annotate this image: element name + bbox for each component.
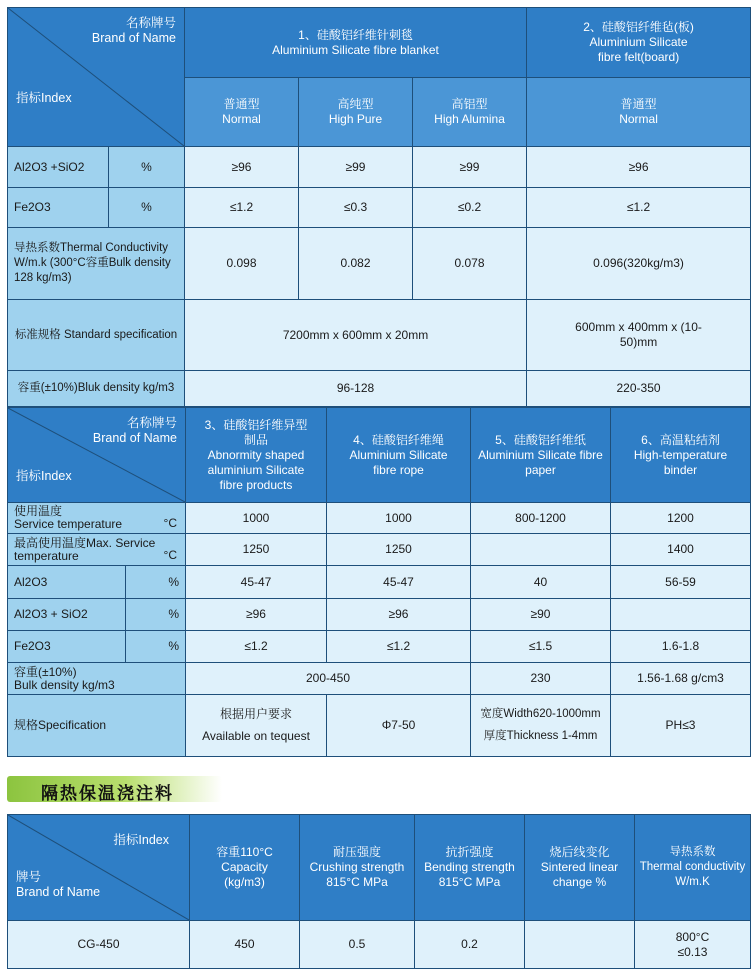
cell: 根据用户要求 Available on tequest: [186, 695, 327, 757]
castable-table: [7, 814, 751, 969]
table1-corner-brand: 名称牌号 Brand of Name: [91, 16, 176, 45]
cell: ≤1.5: [471, 631, 611, 663]
cell: 56-59: [611, 566, 751, 599]
table-row: [8, 503, 751, 534]
cell: 1400: [611, 534, 751, 566]
cell: ≤0.3: [299, 188, 413, 228]
cell: ≥96: [186, 599, 327, 631]
table2-header-col5: 5、硅酸铝纤维纸 Aluminium Silicate fibre paper: [471, 408, 611, 503]
row-unit: %: [109, 188, 185, 228]
table1-corner: [8, 8, 185, 147]
table2-header-col3: 3、硅酸铝纤维异型 制品 Abnormity shaped aluminium Silicate fibre products: [186, 408, 327, 503]
cell: 宽度Width620-1000mm 厚度Thickness 1-4mm: [471, 695, 611, 757]
cell: 0.5: [300, 921, 415, 969]
row-unit: %: [126, 566, 186, 599]
table-row: [8, 188, 751, 228]
row-unit: %: [126, 631, 186, 663]
table2-header-col4: 4、硅酸铝纤维绳 Aluminium Silicate fibre rope: [327, 408, 471, 503]
cell: 1.6-1.8: [611, 631, 751, 663]
table3-header-bending: 抗折强度 Bending strength 815°C MPa: [415, 815, 525, 921]
table3-header-capacity: 容重110°C Capacity (kg/m3): [190, 815, 300, 921]
fibre-products-table: [7, 407, 751, 757]
table1-sub-high-alumina: 高铝型 High Alumina: [413, 78, 527, 147]
cell: 600mm x 400mm x (10- 50)mm: [527, 300, 751, 371]
cell: 0.082: [299, 228, 413, 300]
cell: [525, 921, 635, 969]
cell: 0.096(320kg/m3): [527, 228, 751, 300]
table1-sub-high-pure: 高纯型 High Pure: [299, 78, 413, 147]
cell: ≤1.2: [527, 188, 751, 228]
row-label: 规格Specification: [8, 695, 186, 757]
table1-group1-header: 1、硅酸铝纤维针刺毯 Aluminium Silicate fibre blanket: [185, 8, 527, 78]
table3-header-thermal: 导热系数 Thermal conductivity W/m.K: [635, 815, 751, 921]
table3-corner-brand: 牌号 Brand of Name: [16, 870, 101, 899]
table-row: [8, 599, 751, 631]
table-row: [8, 631, 751, 663]
row-label-cell: [8, 534, 186, 566]
table2-corner-brand: 名称牌号 Brand of Name: [92, 416, 177, 445]
row-label: Al2O3 +SiO2: [8, 147, 109, 188]
row-unit: °C: [163, 516, 177, 530]
cell: ≤1.2: [186, 631, 327, 663]
table-row: [8, 534, 751, 566]
row-label: 导热系数Thermal Conductivity W/m.k (300°C容重Bulk density 128 kg/m3): [8, 228, 185, 300]
section-title: 隔热保温浇注料: [41, 784, 174, 804]
row-label: 使用温度 Service temperature: [14, 504, 123, 531]
fibre-blanket-table: [7, 7, 751, 407]
section-title-bar: [7, 776, 222, 802]
cell: 45-47: [186, 566, 327, 599]
table2-header-col6: 6、高温粘结剂 High-temperature binder: [611, 408, 751, 503]
cell: ≤1.2: [185, 188, 299, 228]
table2-corner: [8, 408, 186, 503]
table-row: [8, 371, 751, 407]
row-unit: %: [109, 147, 185, 188]
table-row: [8, 921, 751, 969]
cell: 1200: [611, 503, 751, 534]
table3-header-sintered: 烧后线变化 Sintered linear change %: [525, 815, 635, 921]
table-row: [8, 566, 751, 599]
cell: 0.078: [413, 228, 527, 300]
table1-corner-index: 指标Index: [16, 91, 72, 105]
table-row: [8, 695, 751, 757]
row-label: 最高使用温度Max. Service temperature: [14, 535, 156, 563]
cell: ≥96: [327, 599, 471, 631]
row-label: Fe2O3: [8, 188, 109, 228]
cell: 1250: [186, 534, 327, 566]
row-label: Fe2O3: [8, 631, 126, 663]
row-label: Al2O3 + SiO2: [8, 599, 126, 631]
cell: ≥99: [299, 147, 413, 188]
cell: ≤1.2: [327, 631, 471, 663]
cell: 7200mm x 600mm x 20mm: [185, 300, 527, 371]
cell: ≥96: [185, 147, 299, 188]
table3-header-crushing: 耐压强度 Crushing strength 815°C MPa: [300, 815, 415, 921]
cell: 450: [190, 921, 300, 969]
cell: 1000: [186, 503, 327, 534]
row-unit: °C: [163, 548, 177, 562]
row-label: 容重(±10%) Bulk density kg/m3: [8, 663, 186, 695]
cell: 0.098: [185, 228, 299, 300]
table3-corner: [8, 815, 190, 921]
row-label: 容重(±10%)Bluk density kg/m3: [8, 371, 185, 407]
table-row: [8, 663, 751, 695]
cell: ≥99: [413, 147, 527, 188]
table-row: [8, 228, 751, 300]
cell: PH≤3: [611, 695, 751, 757]
cell: 800-1200: [471, 503, 611, 534]
table2-corner-index: 指标Index: [16, 469, 72, 483]
cell: [611, 599, 751, 631]
cell: 800°C ≤0.13: [635, 921, 751, 969]
row-label-cell: [8, 503, 186, 534]
row-unit: %: [126, 599, 186, 631]
cell: Φ7-50: [327, 695, 471, 757]
table1-sub-normal-felt: 普通型 Normal: [527, 78, 751, 147]
cell: 45-47: [327, 566, 471, 599]
cell: ≤0.2: [413, 188, 527, 228]
cell: ≥96: [527, 147, 751, 188]
table-row: [8, 300, 751, 371]
row-label: 标准规格 Standard specification: [8, 300, 185, 371]
cell: 40: [471, 566, 611, 599]
row-label: CG-450: [8, 921, 190, 969]
cell: ≥90: [471, 599, 611, 631]
cell: 1250: [327, 534, 471, 566]
table1-group2-header: 2、硅酸铝纤维毡(板) Aluminium Silicate fibre felt(board): [527, 8, 751, 78]
cell: 0.2: [415, 921, 525, 969]
table-row: [8, 147, 751, 188]
table3-corner-index: 指标Index: [113, 833, 169, 847]
cell: 1000: [327, 503, 471, 534]
row-label: Al2O3: [8, 566, 126, 599]
cell: 230: [471, 663, 611, 695]
cell: 1.56-1.68 g/cm3: [611, 663, 751, 695]
table1-sub-normal: 普通型 Normal: [185, 78, 299, 147]
cell: 220-350: [527, 371, 751, 407]
cell: 200-450: [186, 663, 471, 695]
cell: [471, 534, 611, 566]
cell: 96-128: [185, 371, 527, 407]
